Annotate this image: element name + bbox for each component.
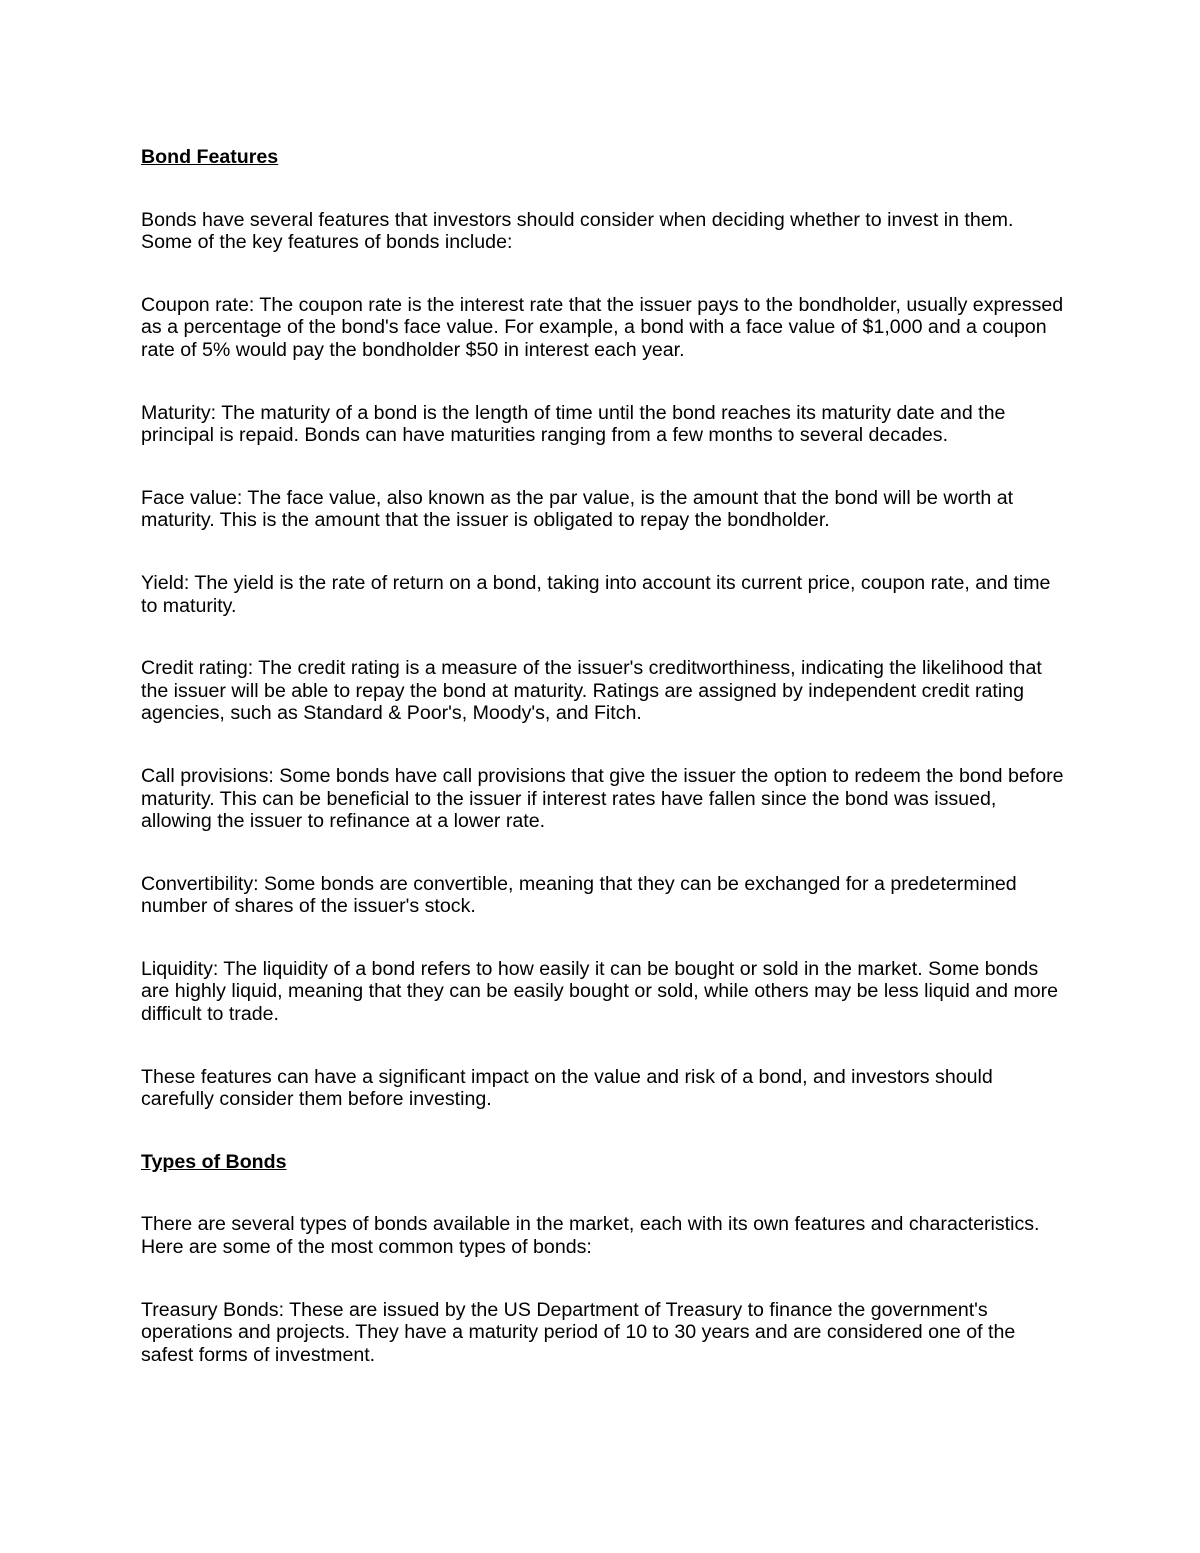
paragraph-intro: Bonds have several features that investors should consider when deciding whether to invest in them. Some of the key features of bonds include: bbox=[141, 208, 1014, 254]
paragraph-liquidity: Liquidity: The liquidity of a bond refers to how easily it can be bought or sold in the market. Some bonds are highly liquid, meaning that they can be easily bought or sold, while others may be less liquid and more difficult to trade. bbox=[141, 957, 1059, 1026]
paragraph-credit-rating: Credit rating: The credit rating is a measure of the issuer's creditworthiness, indicating the likelihood that the issuer will be able to repay the bond at maturity. Ratings are assigned by independent credit rating agencies, such as Standard & Poor's, Moody's, and Fitch. bbox=[141, 657, 1042, 725]
paragraph-types-intro: There are several types of bonds available in the market, each with its own features and characteristics. Here are some of the most common types of bonds: bbox=[141, 1213, 1040, 1259]
paragraph-features-summary: These features can have a significant impact on the value and risk of a bond, and investors should carefully consider them before investing. bbox=[141, 1065, 993, 1111]
section-heading-types-of-bonds: Types of Bonds bbox=[141, 1150, 287, 1173]
paragraph-convertibility: Convertibility: Some bonds are convertible, meaning that they can be exchanged for a predetermined number of shares of the issuer's stock. bbox=[141, 872, 1017, 918]
document-body bbox=[141, 146, 1066, 1406]
paragraph-face-value: Face value: The face value, also known as the par value, is the amount that the bond will be worth at maturity. This is the amount that the issuer is obligated to repay the bondholder. bbox=[141, 486, 1014, 532]
section-heading-bond-features: Bond Features bbox=[141, 146, 279, 168]
paragraph-treasury-bonds: Treasury Bonds: These are issued by the US Department of Treasury to finance the government's operations and projects. They have a maturity period of 10 to 30 years and are considered one of the safest forms of investment. bbox=[141, 1298, 1016, 1366]
paragraph-call-provisions: Call provisions: Some bonds have call provisions that give the issuer the option to redeem the bond before maturity. This can be beneficial to the issuer if interest rates have fallen since the bond was issued, allowing the issuer to refinance at a lower rate. bbox=[141, 764, 1064, 833]
paragraph-coupon-rate: Coupon rate: The coupon rate is the interest rate that the issuer pays to the bondholder, usually expressed as a percentage of the bond's face value. For example, a bond with a face value of $1,000 and a coupon rate of 5% would pay the bondholder $50 in interest each year. bbox=[141, 293, 1064, 361]
paragraph-yield: Yield: The yield is the rate of return on a bond, taking into account its current price, coupon rate, and time to maturity. bbox=[141, 571, 1051, 617]
paragraph-maturity: Maturity: The maturity of a bond is the length of time until the bond reaches its maturity date and the principal is repaid. Bonds can have maturities ranging from a few months to several decades. bbox=[141, 401, 1006, 447]
